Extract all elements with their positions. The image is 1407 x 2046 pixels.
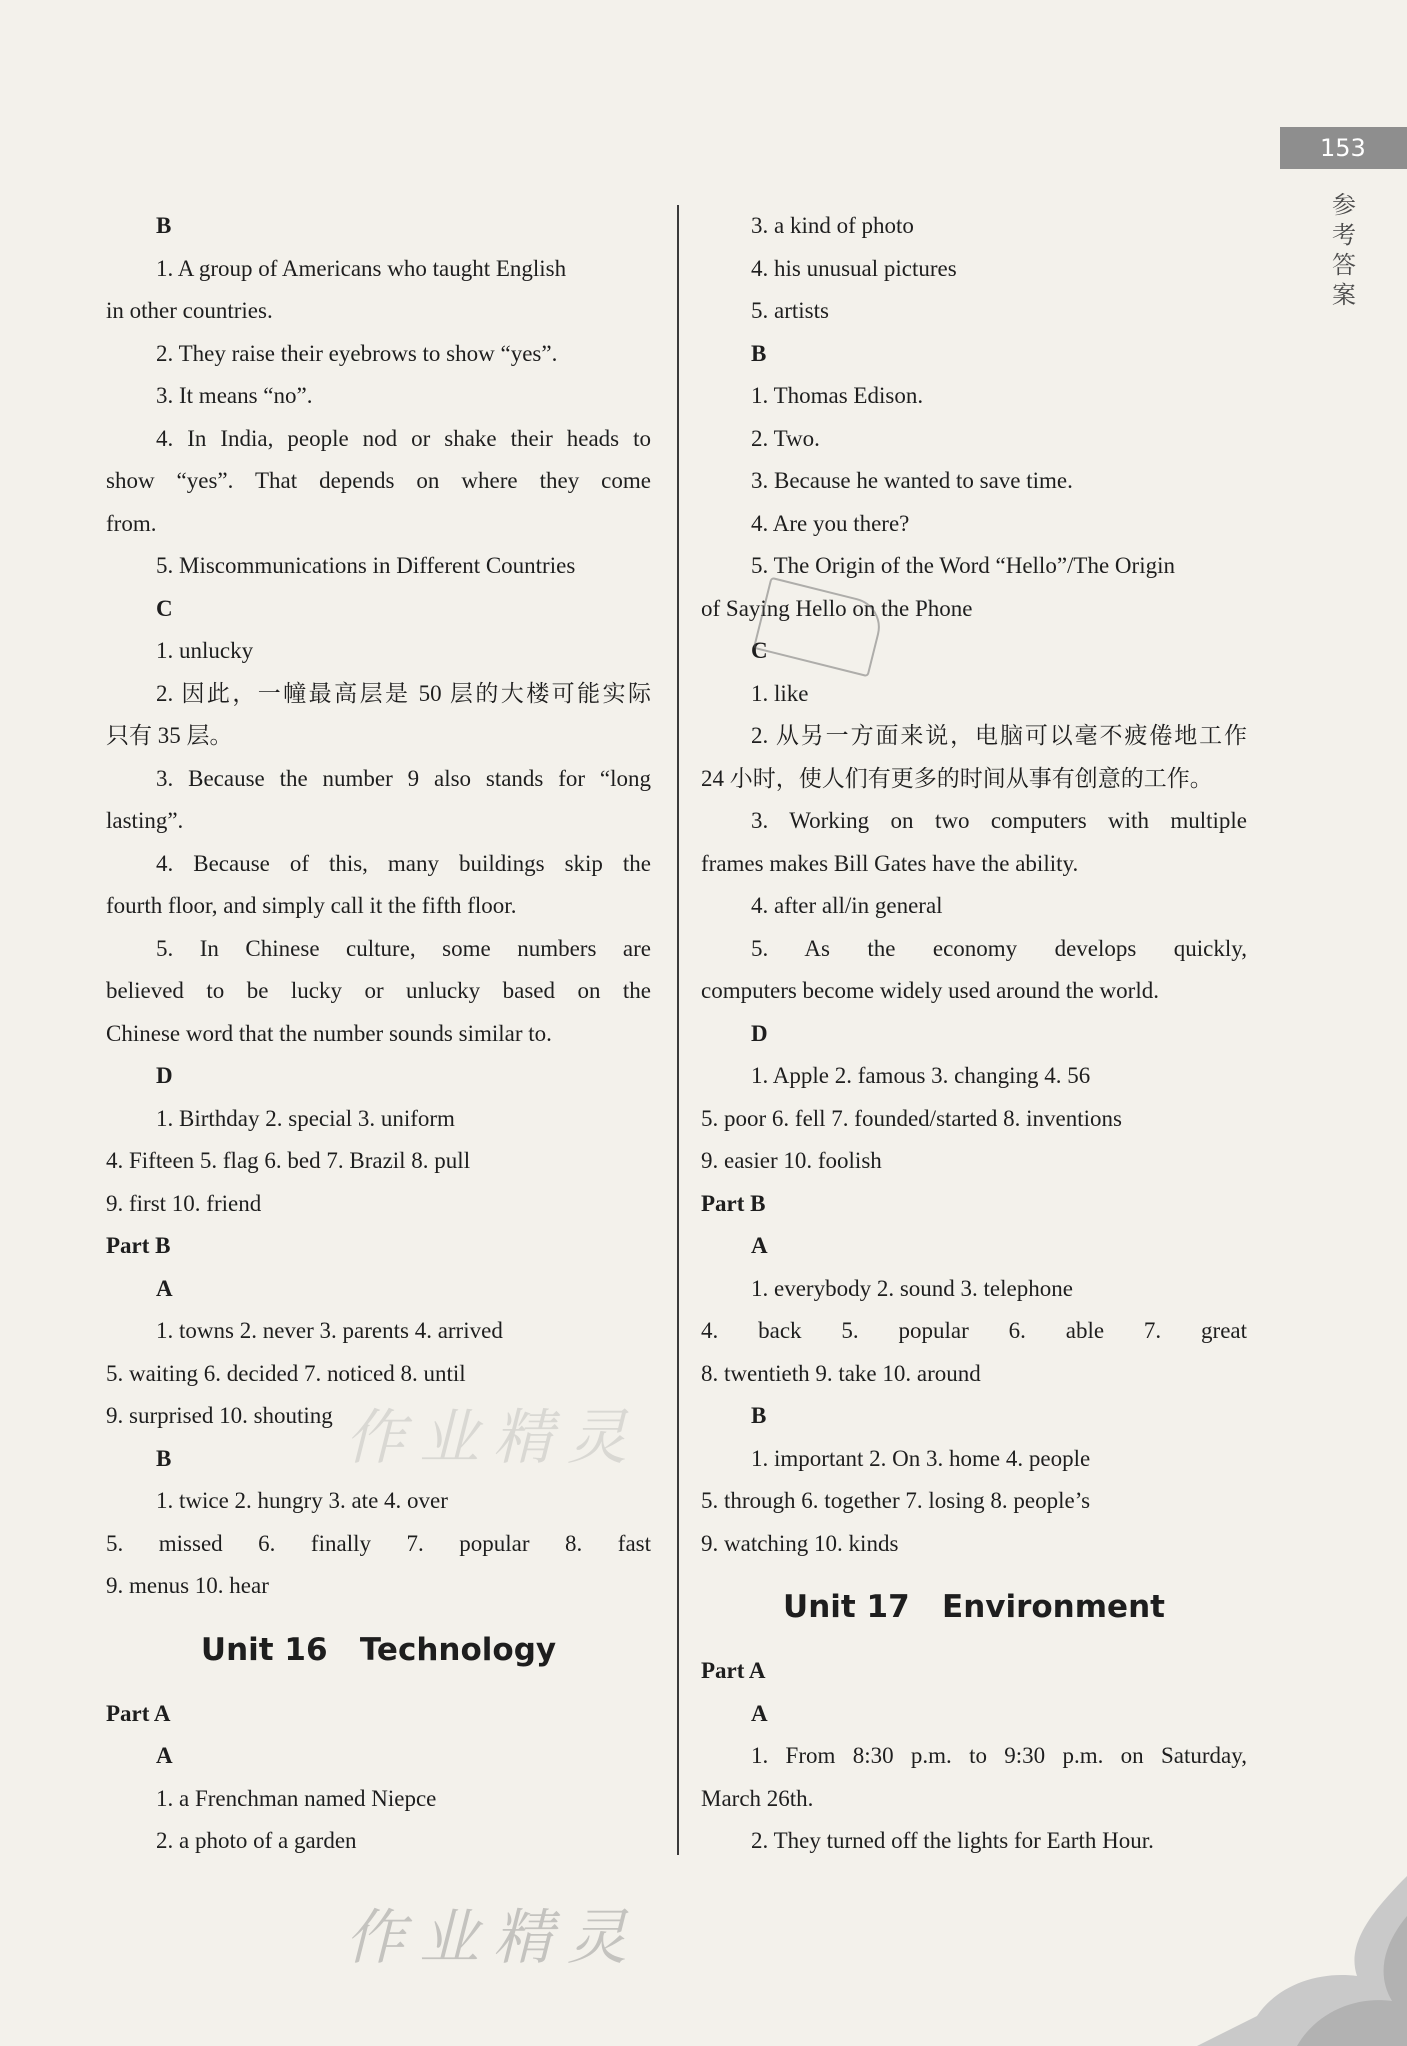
answer-line: 5. waiting 6. decided 7. noticed 8. until (106, 1360, 466, 1386)
answer-line: 8. twentieth 9. take 10. around (701, 1360, 981, 1386)
answer-line: 1. twice 2. hungry 3. ate 4. over (156, 1488, 448, 1513)
answer-line: 1. like (751, 680, 809, 706)
page-number: 153 (1320, 134, 1366, 162)
side-section-label: 参考答案 (1332, 191, 1356, 309)
answer-line: 3. Because the number 9 also stands for “long (156, 765, 651, 791)
answer-line: 2. They raise their eyebrows to show “yes”. (156, 340, 558, 366)
section-label: Part B (701, 1190, 766, 1216)
answer-line: 4. his unusual pictures (751, 255, 957, 281)
answer-line: 5. poor 6. fell 7. founded/started 8. inventions (701, 1105, 1122, 1131)
answer-line: March 26th. (701, 1785, 814, 1811)
answer-line: in other countries. (106, 298, 273, 323)
answer-line: 2. 因此，一幢最高层是 50 层的大楼可能实际 (156, 680, 651, 706)
section-label: A (156, 1275, 173, 1301)
answer-line: 9. first 10. friend (106, 1190, 262, 1216)
answer-line: 5. through 6. together 7. losing 8. people’s (701, 1488, 1091, 1513)
section-label: Part A (106, 1700, 171, 1726)
section-label: B (751, 1403, 767, 1428)
left-answer-column (106, 205, 651, 1863)
answer-line: 1. unlucky (156, 638, 254, 663)
section-label: A (751, 1233, 768, 1258)
answer-line: believed to be lucky or unlucky based on the (106, 978, 651, 1003)
section-label: B (156, 1445, 172, 1471)
section-label: A (156, 1743, 173, 1768)
answer-line: show “yes”. That depends on where they come (106, 468, 651, 493)
answer-line: 3. a kind of photo (751, 213, 914, 238)
answer-line: 1. everybody 2. sound 3. telephone (751, 1275, 1073, 1301)
decorative-wave-corner (1197, 1876, 1407, 2046)
right-answer-column (701, 205, 1247, 1863)
section-label: B (156, 213, 172, 238)
section-label: A (751, 1700, 768, 1726)
answer-line: 9. surprised 10. shouting (106, 1403, 333, 1428)
answer-line: 24 小时，使人们有更多的时间从事有创意的工作。 (701, 765, 1213, 791)
answer-line: of Saying Hello on the Phone (701, 595, 973, 621)
watermark-text: 作业精灵 (345, 1403, 641, 1473)
answer-line: 只有 35 层。 (106, 723, 233, 748)
answer-line: frames makes Bill Gates have the ability. (701, 850, 1079, 876)
answer-line: 2. They turned off the lights for Earth Hour. (751, 1828, 1154, 1853)
answer-line: 3. Because he wanted to save time. (751, 468, 1073, 493)
answer-line: lasting”. (106, 808, 184, 833)
answer-line: 9. watching 10. kinds (701, 1530, 899, 1556)
answer-line: 4. Fifteen 5. flag 6. bed 7. Brazil 8. pull (106, 1148, 471, 1173)
answer-line: 1. important 2. On 3. home 4. people (751, 1445, 1091, 1471)
section-label: C (156, 595, 173, 621)
unit-heading: Unit 17 Environment (783, 1589, 1165, 1625)
answer-line: 1. a Frenchman named Niepce (156, 1785, 437, 1811)
answer-line: 2. 从另一方面来说，电脑可以毫不疲倦地工作 (751, 723, 1247, 748)
answer-line: 5. The Origin of the Word “Hello”/The Origin (751, 553, 1175, 578)
answer-line: Chinese word that the number sounds similar to. (106, 1020, 552, 1046)
answer-line: computers become widely used around the world. (701, 978, 1159, 1003)
answer-line: 5. missed 6. finally 7. popular 8. fast (106, 1530, 651, 1556)
answer-line: 2. a photo of a garden (156, 1828, 357, 1853)
answer-line: 5. artists (751, 298, 829, 323)
answer-line: 1. Birthday 2. special 3. uniform (156, 1105, 455, 1131)
section-label: B (751, 340, 767, 366)
answer-line: from. (106, 510, 157, 536)
watermark-text-bottom: 作业精灵 (345, 1903, 641, 1973)
answer-line: 4. Because of this, many buildings skip the (156, 850, 651, 876)
section-label: Part A (701, 1658, 766, 1683)
answer-line: 5. Miscommunications in Different Countries (156, 553, 576, 578)
unit-heading: Unit 16 Technology (200, 1631, 557, 1668)
page-number-tab (1280, 127, 1407, 169)
answer-line: 3. It means “no”. (156, 383, 313, 408)
answer-line: 3. Working on two computers with multiple (751, 808, 1247, 833)
section-label: D (751, 1020, 768, 1046)
answer-line: 1. Thomas Edison. (751, 383, 924, 408)
answer-line: 9. easier 10. foolish (701, 1148, 882, 1173)
answer-line: 5. In Chinese culture, some numbers are (156, 935, 651, 961)
answer-line: 2. Two. (751, 425, 820, 451)
answer-line: fourth floor, and simply call it the fifth floor. (106, 893, 517, 918)
answer-line: 4. In India, people nod or shake their heads to (156, 425, 651, 451)
answer-line: 1. Apple 2. famous 3. changing 4. 56 (751, 1063, 1091, 1088)
answer-line: 9. menus 10. hear (106, 1573, 269, 1598)
answer-line: 1. From 8:30 p.m. to 9:30 p.m. on Saturday, (751, 1743, 1247, 1768)
section-label: C (751, 638, 768, 663)
answer-line: 4. back 5. popular 6. able 7. great (701, 1318, 1247, 1343)
column-divider (677, 205, 679, 1855)
answer-line: 4. Are you there? (751, 510, 910, 536)
answer-line: 1. A group of Americans who taught English (156, 255, 567, 281)
answer-line: 1. towns 2. never 3. parents 4. arrived (156, 1318, 503, 1343)
answer-line: 5. As the economy develops quickly, (751, 935, 1247, 961)
section-label: D (156, 1063, 173, 1088)
section-label: Part B (106, 1233, 171, 1258)
answer-line: 4. after all/in general (751, 893, 943, 918)
